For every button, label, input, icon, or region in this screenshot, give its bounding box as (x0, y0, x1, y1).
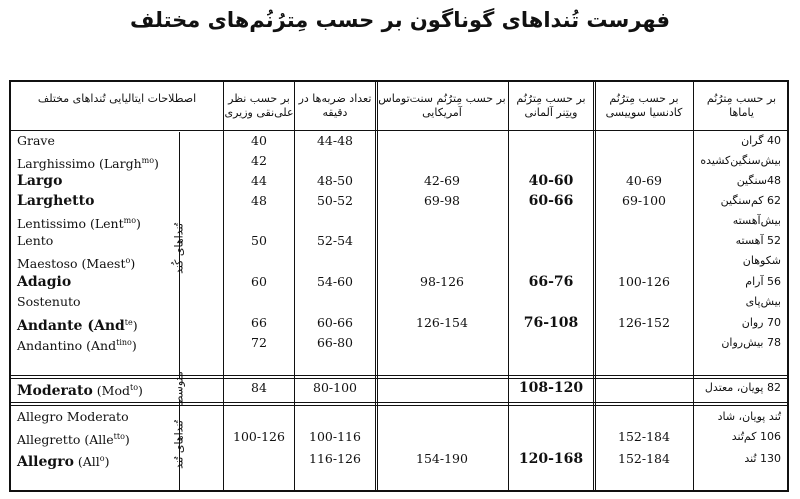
cell-german: 60-66 (528, 193, 574, 209)
tempo-term: Moderato (Mod$^{to}$) (17, 383, 143, 400)
cell-german: 66-76 (528, 274, 574, 290)
cell-beats: 48-50 (316, 173, 354, 188)
cell-yamaha: شکوهان (742, 254, 781, 267)
header-american: بر حسب مِترُنُم سنت‌توماس آمریکایی (378, 92, 506, 119)
cell-american: 98-126 (420, 274, 464, 289)
cell-yamaha: 62 کم‌سنگین (720, 194, 781, 207)
tempo-term: Larghissimo (Largh$^{mo}$) (17, 156, 159, 172)
page-title: فهرست تُنداهای گوناگون بر حسب مِترُنُم‌های مختلف (129, 8, 670, 32)
header-swiss: بر حسب مِترُنُم کادنسیا سوییسی (605, 92, 683, 119)
tempo-term: Sostenuto (17, 294, 81, 309)
header-german: بر حسب مِترُنُم ویتِنر آلمانی (516, 92, 586, 119)
header-vaziri: بر حسب نظر علی‌نقی وزیری (224, 92, 294, 119)
cell-yamaha: 56 آرام (745, 275, 781, 288)
cell-swiss: 152-184 (618, 451, 670, 466)
cell-yamaha: 70 روان (741, 316, 781, 329)
cell-american: 126-154 (416, 315, 468, 330)
cell-vaziri: 84 (251, 380, 267, 395)
cell-yamaha: 82 پویان، معتدل (704, 381, 781, 394)
cell-beats: 44-48 (316, 133, 354, 148)
cell-american: 42-69 (423, 173, 461, 188)
header-terms: اصطلاحات ایتالیایی تُنداهای مختلف (37, 92, 197, 105)
cell-vaziri: 100-126 (233, 429, 285, 444)
cell-yamaha: 78 بیش‌روان (721, 336, 781, 349)
cell-vaziri: 50 (251, 233, 267, 248)
cell-german: 76-108 (523, 315, 579, 331)
tempo-term: Allegretto (Alle$^{tto}$) (17, 432, 130, 448)
cell-yamaha: بیش‌آهسته (732, 214, 781, 227)
cell-yamaha: 52 آهسته (735, 234, 781, 247)
tempo-term: Andante (And$^{te}$) (17, 318, 138, 335)
cell-beats: 66-80 (316, 335, 354, 350)
cell-yamaha: تُند پویان، شاد (717, 410, 781, 423)
tempo-term: Largo (17, 173, 63, 189)
cell-yamaha: بیش‌سنگین‌کشیده (700, 154, 781, 167)
cell-german: 40-60 (528, 173, 574, 189)
cell-vaziri: 48 (251, 193, 267, 208)
cell-beats: 116-126 (309, 451, 361, 466)
header-yamaha: بر حسب مِترُنُم یاماها (706, 92, 777, 119)
cell-yamaha: 48سنگین (736, 174, 781, 187)
cell-yamaha: 130 تُند (744, 452, 781, 465)
cell-swiss: 126-152 (618, 315, 670, 330)
tempo-term: Adagio (17, 274, 72, 290)
cell-swiss: 69-100 (622, 193, 666, 208)
cell-vaziri: 60 (251, 274, 267, 289)
tempo-term: Grave (17, 133, 55, 148)
group-fast-label: تُنداهای تُند (172, 420, 186, 469)
tempo-term: Allegro (All$^o$) (17, 454, 110, 471)
cell-vaziri: 42 (251, 153, 267, 168)
group-slow-label: تُنداهای کُند (172, 223, 186, 274)
cell-beats: 52-54 (316, 233, 354, 248)
cell-vaziri: 40 (251, 133, 267, 148)
cell-yamaha: بیش‌پای (745, 295, 781, 308)
tempo-term: Lento (17, 233, 54, 248)
cell-swiss: 40-69 (625, 173, 663, 188)
tempo-term: Larghetto (17, 193, 95, 209)
cell-german: 108-120 (518, 380, 584, 396)
tempo-term: Maestoso (Maest$^o$) (17, 256, 136, 272)
cell-beats: 80-100 (313, 380, 357, 395)
cell-american: 69-98 (423, 193, 461, 208)
cell-vaziri: 72 (251, 335, 267, 350)
tempo-table (9, 80, 789, 492)
cell-beats: 54-60 (316, 274, 354, 289)
cell-vaziri: 44 (251, 173, 267, 188)
group-medium-label: متوسط (172, 371, 186, 406)
cell-american: 154-190 (416, 451, 468, 466)
cell-german: 120-168 (518, 451, 584, 467)
tempo-term: Lentissimo (Lent$^{mo}$) (17, 216, 141, 232)
tempo-term: Andantino (And$^{tino}$) (17, 338, 137, 354)
cell-vaziri: 66 (251, 315, 267, 330)
tempo-term: Allegro Moderato (17, 409, 129, 424)
cell-swiss: 100-126 (618, 274, 670, 289)
cell-swiss: 152-184 (618, 429, 670, 444)
cell-yamaha: 40 گران (741, 134, 781, 147)
cell-beats: 100-116 (309, 429, 361, 444)
cell-beats: 60-66 (316, 315, 354, 330)
header-beats: تعداد ضربه‌ها در دقیقه (298, 92, 372, 119)
cell-beats: 50-52 (316, 193, 354, 208)
cell-yamaha: 106 کم‌تُند (731, 430, 781, 443)
